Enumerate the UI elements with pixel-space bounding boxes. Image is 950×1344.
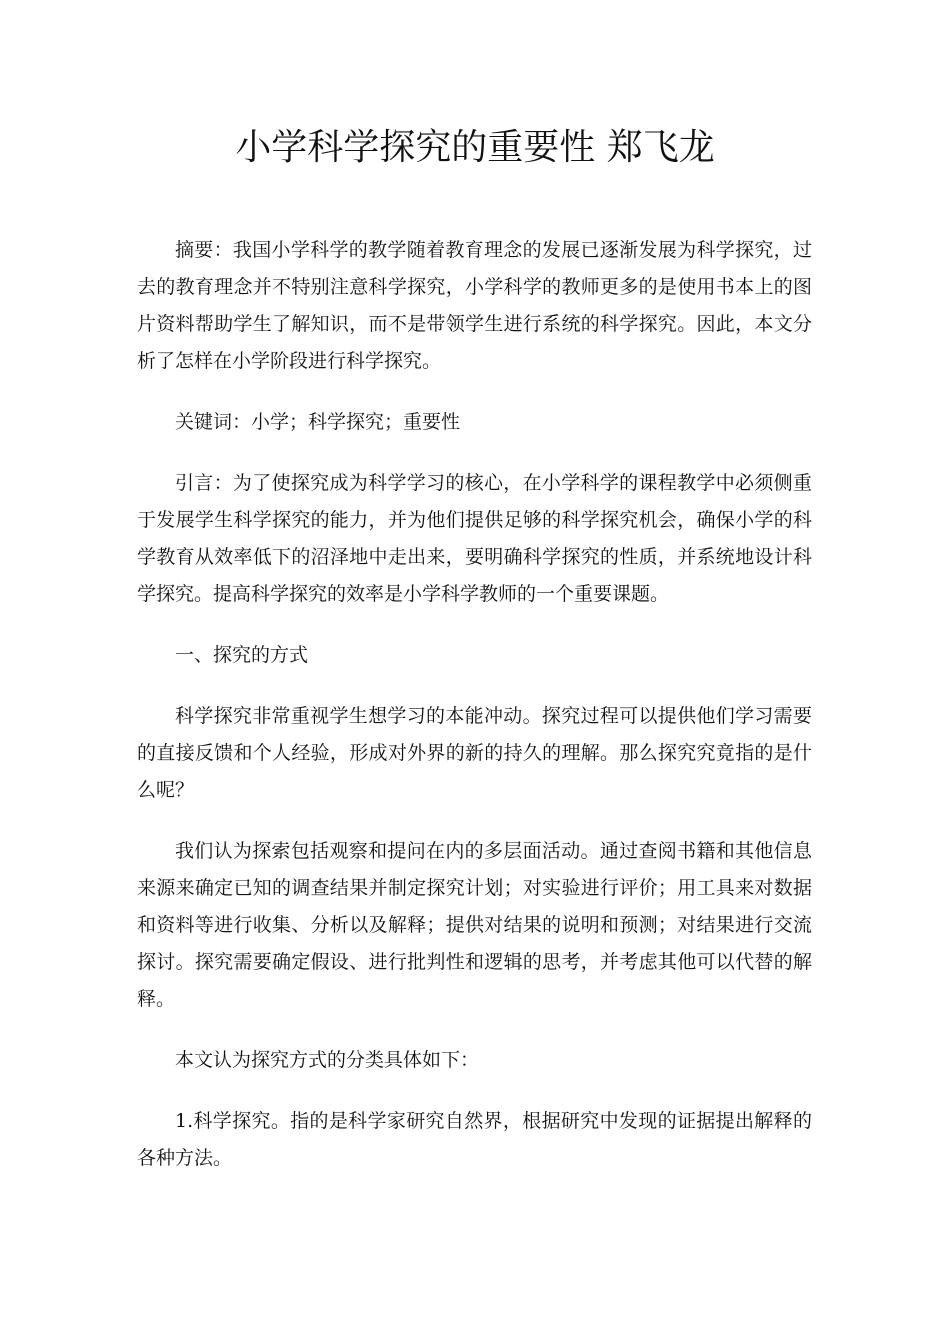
body-paragraph: 科学探究非常重视学生想学习的本能冲动。探究过程可以提供他们学习需要的直接反馈和个人经验，形成对外界的新的持久的理解。那么探究究竟指的是什么呢？	[137, 705, 812, 801]
keywords-paragraph: 关键词：小学；科学探究；重要性	[175, 411, 461, 433]
introduction-paragraph: 引言：为了使探究成为科学学习的核心，在小学科学的课程教学中必须侧重于发展学生科学探究的能力，并为他们提供足够的科学探究机会，确保小学的科学教育从效率低下的沼泽地中走出来，要明确科学探究的性质，并系统地设计科学探究。提高科学探究的效率是小学科学教师的一个重要课题。	[137, 472, 812, 605]
body-paragraph: 我们认为探索包括观察和提问在内的多层面活动。通过查阅书籍和其他信息来源来确定已知的调查结果并制定探究计划；对实验进行评价；用工具来对数据和资料等进行收集、分析以及解释；提供对结果的说明和预测；对结果进行交流探讨。探究需要确定假设、进行批判性和逻辑的思考，并考虑其他可以代替的解释。	[137, 840, 812, 1010]
document-body	[137, 232, 812, 1201]
body-paragraph: 本文认为探究方式的分类具体如下：	[175, 1049, 480, 1071]
list-item: 1.科学探究。指的是科学家研究自然界，根据研究中发现的证据提出解释的各种方法。	[137, 1110, 812, 1169]
section-heading: 一、探究的方式	[175, 644, 309, 666]
page-title: 小学科学探究的重要性 郑飞龙	[235, 127, 715, 168]
abstract-paragraph: 摘要：我国小学科学的教学随着教育理念的发展已逐渐发展为科学探究，过去的教育理念并不特别注意科学探究，小学科学的教师更多的是使用书本上的图片资料帮助学生了解知识，而不是带领学生进行系统的科学探究。因此，本文分析了怎样在小学阶段进行科学探究。	[137, 239, 812, 372]
